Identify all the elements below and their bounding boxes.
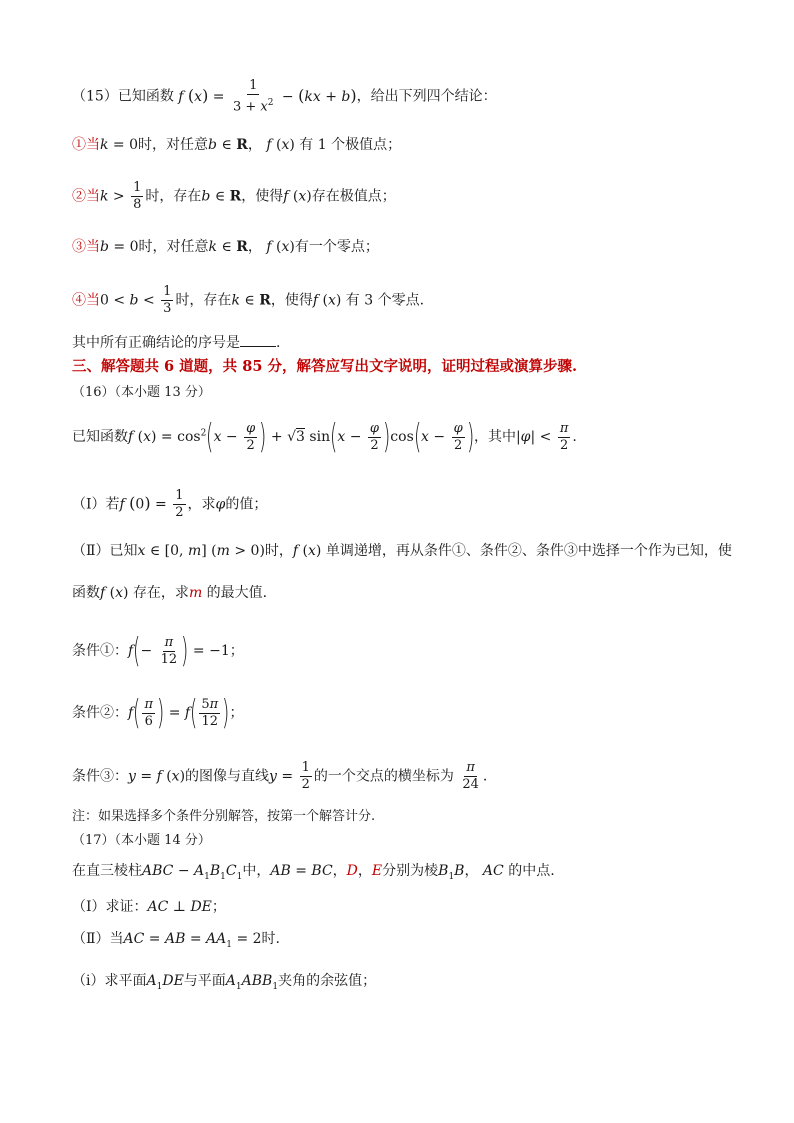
q16-note: 注：如果选择多个条件分别解答，按第一个解答计分.: [72, 809, 376, 824]
q17-stem-comma2: ，: [464, 863, 479, 879]
q16-stem-where: ，其中: [473, 429, 516, 445]
q17-stem: 在直三棱柱ABC − $A_1B_1C_1$中，AB = BC，D，E分别为棱$B_1B$， AC 的中点.: [72, 863, 555, 882]
q15-header: [72, 78, 497, 115]
q17-stem-in: 中，: [242, 863, 271, 879]
q17-stem-mid: 分别为棱: [382, 863, 439, 879]
q16-stem-prefix: 已知函数: [72, 429, 128, 445]
conclusion-2-marker: ②当: [72, 188, 100, 205]
q17-header: （17）（本小题 14 分）: [72, 833, 211, 848]
q17-part-i: （ⅰ）求平面$A_1DE$与平面$A_1ABB_1$夹角的余弦值；: [72, 973, 377, 992]
c4-text: 时，存在: [175, 292, 232, 309]
q17-part-1: （Ⅰ）求证：AC ⊥ DE；: [72, 899, 226, 915]
q16-part-2-line1: （Ⅱ）已知x ∈ [0, m] (m > 0)时，f (x) 单调递增，再从条件①、条件②、条件③中选择一个作为已知，使: [72, 543, 732, 559]
c1-has: 有: [299, 137, 314, 153]
q15-function: f (x) = $\frac{1}{3 + x^2}$ − (kx + b): [178, 78, 357, 115]
c4-text2: ，使得: [270, 292, 313, 309]
q16-part-2-line2: 函数f (x) 存在，求m 的最大值.: [72, 585, 268, 601]
c3-text: 时，对任意: [138, 239, 209, 255]
q15-conclusion-2: ②当k > $\frac{1}{8}$ 时，存在b ∈ R，使得f (x)存在极值点；: [72, 180, 396, 212]
c3-comma: ，: [247, 239, 262, 255]
q16-p2-exist: 存在，求: [132, 585, 189, 601]
q16-part-1: （Ⅰ）若f (0) = $\frac{1}{2}$ ，求φ的值；: [72, 488, 268, 520]
q15-ask-text: 其中所有正确结论的序号是: [72, 335, 240, 351]
c1-comma: ，: [247, 137, 262, 153]
c1-count: 1: [317, 137, 327, 153]
c4-has: 有: [345, 292, 360, 309]
q16-p1-prefix: （Ⅰ）若: [72, 496, 120, 513]
q15-conclusion-4: ④当0 < b < $\frac{1}{3}$ 时，存在k ∈ R，使得f (x) 有 3 个零点.: [72, 284, 425, 316]
conclusion-4-marker: ④当: [72, 292, 100, 309]
c1-end: 个极值点；: [331, 137, 402, 153]
cond3-text2: 的一个交点的横坐标为: [313, 768, 454, 785]
c3-end: 有一个零点；: [294, 239, 379, 255]
c2-end: 存在极值点；: [311, 188, 396, 205]
section-3-heading: 三、解答题共 6 道题，共 85 分，解答应写出文字说明，证明过程或演算步骤.: [72, 358, 578, 375]
q16-p1-end: 的值；: [225, 496, 268, 513]
q16-condition-2: 条件②：f( $\frac{\pi}{6}$ ) = f( $\frac{5\pi}{12}$ )；: [72, 693, 244, 733]
q17-pi-and: 与平面: [183, 973, 226, 989]
q15-prefix: （15）已知函数: [72, 88, 174, 105]
cond3-label: 条件③：: [72, 768, 128, 785]
q15-suffix: ，给出下列四个结论：: [356, 88, 497, 105]
q16-p2-when: 时，: [264, 543, 293, 559]
q17-pi-prefix: （ⅰ）求平面: [72, 973, 147, 989]
q15-conclusion-3: ③当b = 0时，对任意k ∈ R， f (x)有一个零点；: [72, 239, 379, 255]
q16-condition-1: 条件①：f(− $\frac{\pi}{12}$ ) = −1；: [72, 631, 244, 671]
q17-p1-label: （Ⅰ）求证：: [72, 899, 148, 915]
q16-p2-end: 的最大值.: [206, 585, 268, 601]
q17-stem-comma: ，: [332, 863, 347, 879]
q17-pi-end: 夹角的余弦值；: [278, 973, 377, 989]
q16-p1-ask: ，求: [187, 496, 216, 513]
cond2-label: 条件②：: [72, 705, 128, 721]
q16-p2-func: 函数: [72, 585, 100, 601]
conclusion-1-marker: ①当: [72, 137, 100, 153]
q16-p2-prefix: （Ⅱ）已知: [72, 543, 138, 559]
answer-blank: [240, 334, 276, 347]
q17-p2-end: 时.: [261, 931, 280, 947]
conclusion-3-marker: ③当: [72, 239, 100, 255]
cond3-text: 的图像与直线: [185, 768, 270, 785]
q17-part-2: （Ⅱ）当AC = AB = $AA_1 = 2$时.: [72, 931, 280, 950]
q16-header: （16）（本小题 13 分）: [72, 385, 211, 400]
c2-text2: ，使得: [241, 188, 284, 205]
q15-conclusion-1: ①当k = 0时，对任意b ∈ R， f (x) 有 1 个极值点；: [72, 137, 402, 153]
c4-count: 3: [364, 292, 374, 309]
q15-ask: 其中所有正确结论的序号是 .: [72, 335, 281, 351]
c4-end: 个零点.: [377, 292, 425, 309]
c2-text: 时，存在: [145, 188, 202, 205]
q17-stem-prefix: 在直三棱柱: [72, 863, 142, 879]
cond1-label: 条件①：: [72, 643, 128, 659]
q17-stem-end: 的中点.: [508, 863, 555, 879]
c1-text: 时，对任意: [138, 137, 209, 153]
q16-condition-3: 条件③：y = f (x)的图像与直线y = $\frac{1}{2}$ 的一个交点的横坐标为 $\frac{\pi}{24}$ .: [72, 760, 488, 792]
q16-p2-text: 单调递增，再从条件①、条件②、条件③中选择一个作为已知，使: [325, 543, 732, 559]
q17-p2-prefix: （Ⅱ）当: [72, 931, 124, 947]
q16-stem: 已知函数f $(x) = \cos^2(x$ − $\frac{\varphi}{2}$ ) + √3 sin(x − $\frac{\varphi}{2}$ )cos(x − $\frac{\varphi}{2}$ )，其中|φ| < $\frac{\pi}{2}$ .: [72, 417, 577, 457]
